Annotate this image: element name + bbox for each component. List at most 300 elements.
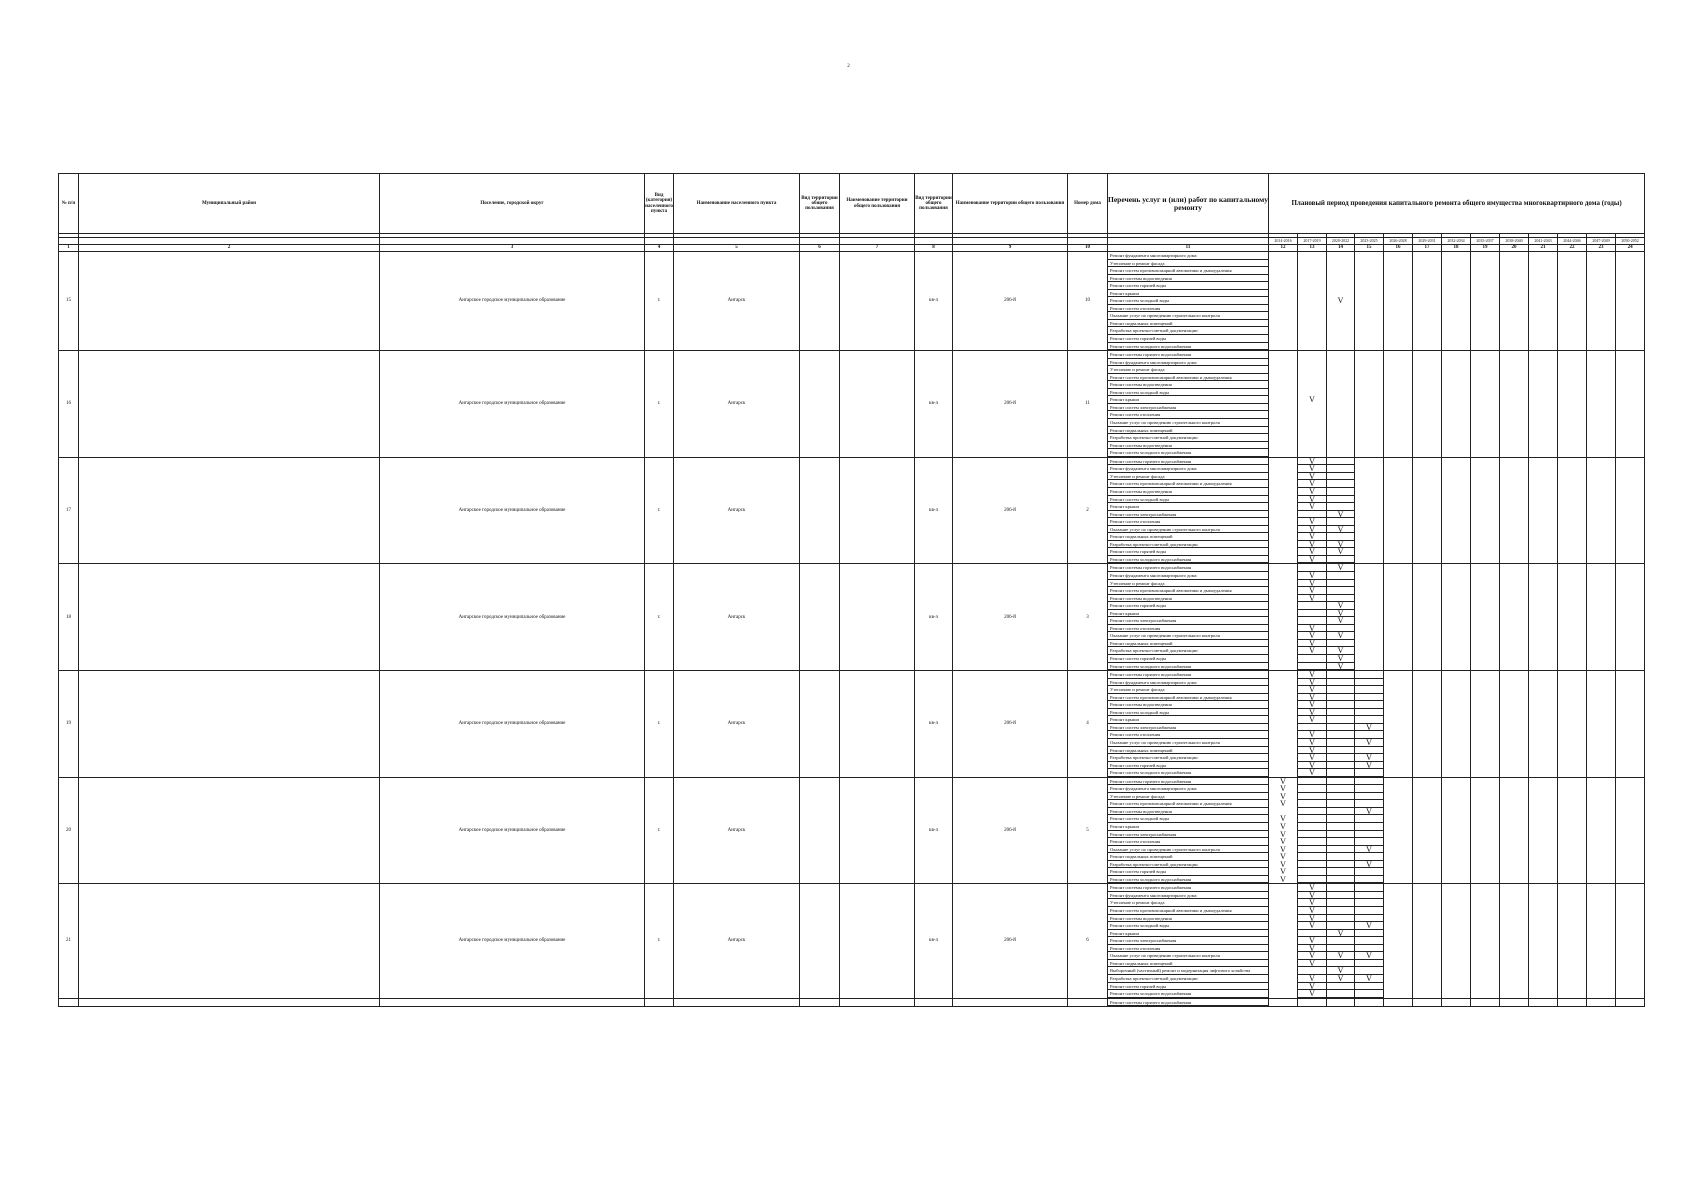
header-locality-name: Наименование населенного пункта (674, 174, 800, 234)
period-cell (1355, 777, 1384, 884)
work-item: Ремонт систем холодной воды (1108, 297, 1268, 305)
year-cell: 2029-2031 (1413, 238, 1442, 245)
period-mark: V (1280, 867, 1286, 877)
period-mark: V (1327, 930, 1354, 938)
record-street-name: 206-й (953, 351, 1068, 458)
work-item: Ремонт системы горячего водоснабжения (1108, 564, 1268, 572)
period-mark: V (1327, 632, 1354, 640)
period-mark: V (1298, 694, 1326, 702)
period-mark: V (1327, 647, 1354, 655)
period-cell (1269, 777, 1298, 884)
period-mark: V (1298, 580, 1326, 588)
record-territory-type (800, 564, 840, 671)
period-cell (1529, 884, 1558, 998)
period-cell (1471, 884, 1500, 998)
period-cell (1616, 252, 1645, 351)
period-mark: V (1355, 808, 1383, 816)
record-district (79, 777, 380, 884)
work-item: Ремонт систем горячей воды (1108, 983, 1268, 991)
work-item: Ремонт систем противопожарной автоматики и дымоудаления (1108, 480, 1268, 488)
period-mark: V (1298, 747, 1326, 755)
period-cell (1269, 564, 1298, 671)
work-item: Разработка проектно-сметной документации (1108, 647, 1268, 655)
work-item: Ремонт подвальных помещений (1108, 320, 1268, 328)
period-mark: V (1298, 739, 1326, 747)
year-cell: 2014-2016 (1269, 238, 1298, 245)
record-street-type: кв-л (915, 457, 953, 564)
period-cell (1413, 884, 1442, 998)
period-cell (1616, 777, 1645, 884)
record-territory-name (840, 884, 915, 998)
column-number: 16 (1384, 245, 1413, 252)
record-locality-name: Ангарск (674, 777, 800, 884)
work-item: Утепление и ремонт фасада (1108, 686, 1268, 694)
work-item: Оказание услуг по проведению строительного контроля (1108, 739, 1268, 747)
works-list (1108, 671, 1269, 778)
record-street-type: кв-л (915, 884, 953, 998)
period-cell (1355, 564, 1384, 671)
period-cell (1500, 252, 1529, 351)
period-cell (1471, 252, 1500, 351)
work-item: Ремонт системы горячего водоснабжения (1108, 999, 1268, 1007)
work-item: Ремонт фундамента многоквартирного дома (1108, 572, 1268, 580)
record-territory-name (840, 671, 915, 778)
record-territory-name (840, 457, 915, 564)
period-mark: V (1298, 716, 1326, 724)
work-item: Ремонт систем противопожарной автоматики и дымоудаления (1108, 374, 1268, 382)
record-house: 2 (1068, 457, 1108, 564)
column-number: 13 (1298, 245, 1327, 252)
work-item: Ремонт системы горячего водоснабжения (1108, 884, 1268, 892)
period-mark: V (1298, 679, 1326, 687)
work-item: Ремонт системы водоотведения (1108, 915, 1268, 923)
header-territory-type: Вид территории общего пользования (800, 174, 840, 234)
record-row (59, 777, 1645, 884)
period-mark: V (1298, 952, 1326, 960)
column-number: 22 (1558, 245, 1587, 252)
period-cell (1413, 252, 1442, 351)
period-mark: V (1327, 511, 1354, 519)
period-mark: V (1280, 784, 1286, 794)
period-cell (1616, 351, 1645, 458)
record-house: 11 (1068, 351, 1108, 458)
record-territory-name (840, 351, 915, 458)
period-mark: V (1280, 829, 1286, 839)
work-item: Ремонт систем горячей воды (1108, 762, 1268, 770)
work-item: Разработка проектно-сметной документации (1108, 541, 1268, 549)
work-item: Ремонт систем отопления (1108, 518, 1268, 526)
period-mark: V (1327, 541, 1354, 549)
period-mark: V (1298, 533, 1326, 541)
period-cell (1298, 252, 1327, 351)
period-cell (1384, 457, 1413, 564)
record-district (79, 252, 380, 351)
period-mark: V (1298, 686, 1326, 694)
record-no: 15 (59, 252, 79, 351)
column-number: 12 (1269, 245, 1298, 252)
period-mark: V (1327, 655, 1354, 663)
column-number: 5 (674, 245, 800, 252)
year-cell: 2038-2040 (1500, 238, 1529, 245)
year-cell: 2041-2043 (1529, 238, 1558, 245)
column-number: 19 (1471, 245, 1500, 252)
works-list (1108, 351, 1269, 458)
period-cell (1384, 884, 1413, 998)
period-cell (1587, 351, 1616, 458)
work-item: Ремонт крыши (1108, 930, 1268, 938)
period-mark: V (1298, 701, 1326, 709)
period-cell (1298, 777, 1327, 884)
period-mark: V (1298, 671, 1326, 679)
record-district (79, 351, 380, 458)
period-cell (1269, 671, 1298, 778)
period-mark: V (1298, 975, 1326, 983)
work-item: Оказание услуг по проведению строительного контроля (1108, 312, 1268, 320)
period-cell (1587, 671, 1616, 778)
work-item: Ремонт фундамента многоквартирного дома (1108, 679, 1268, 687)
column-number: 2 (79, 245, 380, 252)
works-list (1108, 457, 1269, 564)
period-cell (1616, 671, 1645, 778)
period-cell (1471, 777, 1500, 884)
period-cell (1442, 884, 1471, 998)
record-district (79, 671, 380, 778)
period-mark: V (1298, 945, 1326, 953)
work-item: Ремонт систем электроснабжения (1108, 617, 1268, 625)
period-cell (1442, 457, 1471, 564)
record-row (59, 884, 1645, 998)
work-item: Разработка проектно-сметной документации (1108, 327, 1268, 335)
period-mark: V (1298, 892, 1326, 900)
column-number: 14 (1327, 245, 1355, 252)
period-mark: V (1298, 518, 1326, 526)
work-item: Оказание услуг по проведению строительного контроля (1108, 419, 1268, 427)
record-street-type: кв-л (915, 252, 953, 351)
period-mark: V (1327, 564, 1354, 572)
period-mark: V (1298, 526, 1326, 534)
work-item: Ремонт систем горячей воды (1108, 548, 1268, 556)
work-item: Ремонт подвальных помещений (1108, 960, 1268, 968)
record-territory-type (800, 457, 840, 564)
work-item: Ремонт подвальных помещений (1108, 853, 1268, 861)
period-cell (1616, 884, 1645, 998)
work-item: Ремонт подвальных помещений (1108, 747, 1268, 755)
work-item: Ремонт систем противопожарной автоматики и дымоудаления (1108, 267, 1268, 275)
repair-schedule-grid (58, 173, 1645, 1007)
period-cell (1471, 457, 1500, 564)
column-number: 8 (915, 245, 953, 252)
record-locality-name: Ангарск (674, 564, 800, 671)
period-mark: V (1298, 915, 1326, 923)
period-mark: V (1327, 602, 1354, 610)
header-district: Муниципальный район (79, 174, 380, 234)
period-cell (1269, 884, 1298, 998)
record-settlement: Ангарское городское муниципальное образование (380, 777, 645, 884)
year-cell: 2044-2046 (1558, 238, 1587, 245)
period-cell (1558, 777, 1587, 884)
period-cell (1529, 252, 1558, 351)
work-item: Ремонт подвальных помещений (1108, 427, 1268, 435)
work-item: Ремонт подвальных помещений (1108, 640, 1268, 648)
period-mark: V (1298, 488, 1326, 496)
period-mark: V (1327, 617, 1354, 625)
work-item: Ремонт системы водоотведения (1108, 275, 1268, 283)
record-street-name: 206-й (953, 457, 1068, 564)
record-locality-name: Ангарск (674, 671, 800, 778)
work-item: Утепление и ремонт фасада (1108, 366, 1268, 374)
year-cell: 2032-2034 (1442, 238, 1471, 245)
work-item: Ремонт систем холодной воды (1108, 815, 1268, 823)
record-territory-name (840, 564, 915, 671)
period-mark: V (1298, 640, 1326, 648)
record-house: 6 (1068, 884, 1108, 998)
work-item: Ремонт фундамента многоквартирного дома (1108, 785, 1268, 793)
work-item: Разработка проектно-сметной документации (1108, 754, 1268, 762)
period-mark: V (1298, 983, 1326, 991)
period-mark: V (1298, 762, 1326, 770)
header-street-name: Наименование территории общего пользования (953, 174, 1068, 234)
record-no: 21 (59, 884, 79, 998)
record-settlement: Ангарское городское муниципальное образование (380, 252, 645, 351)
work-item: Ремонт фундамента многоквартирного дома (1108, 892, 1268, 900)
period-mark: V (1280, 791, 1286, 801)
column-number: 21 (1529, 245, 1558, 252)
period-mark: V (1298, 541, 1326, 549)
year-cell: 2023-2025 (1355, 238, 1384, 245)
work-item: Ремонт систем отопления (1108, 731, 1268, 739)
record-settlement: Ангарское городское муниципальное образование (380, 351, 645, 458)
year-cell: 2047-2049 (1587, 238, 1616, 245)
capital-repair-table (58, 173, 1645, 1007)
work-item: Ремонт крыши (1108, 290, 1268, 298)
record-street-name: 206-й (953, 564, 1068, 671)
work-item: Ремонт систем электроснабжения (1108, 404, 1268, 412)
period-mark: V (1355, 861, 1383, 869)
work-item: Ремонт системы горячего водоснабжения (1108, 671, 1268, 679)
work-item: Ремонт систем холодной воды (1108, 709, 1268, 717)
record-locality-type: г. (645, 884, 674, 998)
period-mark: V (1355, 724, 1383, 732)
record-locality-type: г. (645, 564, 674, 671)
period-cell (1298, 457, 1327, 564)
work-item: Ремонт системы водоотведения (1108, 488, 1268, 496)
period-cell (1587, 252, 1616, 351)
work-item: Ремонт систем отопления (1108, 625, 1268, 633)
record-house: 4 (1068, 671, 1108, 778)
period-mark: V (1355, 975, 1383, 983)
column-number: 7 (840, 245, 915, 252)
work-item: Утепление и ремонт фасада (1108, 899, 1268, 907)
period-cell (1587, 777, 1616, 884)
record-no: 17 (59, 457, 79, 564)
work-item: Ремонт систем отопления (1108, 838, 1268, 846)
record-territory-type (800, 884, 840, 998)
work-item: Разработка проектно-сметной документации (1108, 975, 1268, 983)
year-cell: 2035-2037 (1471, 238, 1500, 245)
period-cell (1500, 351, 1529, 458)
period-cell (1413, 777, 1442, 884)
record-territory-type (800, 351, 840, 458)
column-number: 1 (59, 245, 79, 252)
period-mark: V (1327, 967, 1354, 975)
works-list (1108, 564, 1269, 671)
period-mark: V (1298, 754, 1326, 762)
period-mark: V (1355, 739, 1383, 747)
period-mark: V (1298, 884, 1326, 892)
record-house: 3 (1068, 564, 1108, 671)
period-cell (1558, 884, 1587, 998)
period-mark: V (1298, 937, 1326, 945)
work-item: Ремонт систем отопления (1108, 305, 1268, 313)
period-mark: V (1355, 754, 1383, 762)
period-mark: V (1298, 907, 1326, 915)
record-territory-type (800, 671, 840, 778)
record-territory-name (840, 252, 915, 351)
period-cell (1413, 351, 1442, 458)
work-item: Ремонт крыши (1108, 716, 1268, 724)
works-list (1108, 252, 1269, 351)
work-item: Ремонт системы водоотведения (1108, 595, 1268, 603)
period-cell (1471, 564, 1500, 671)
header-no: № п/п (59, 174, 79, 234)
work-item: Ремонт системы водоотведения (1108, 381, 1268, 389)
record-no: 20 (59, 777, 79, 884)
work-item: Ремонт системы водоотведения (1108, 808, 1268, 816)
period-cell (1298, 671, 1327, 778)
work-item: Утепление и ремонт фасада (1108, 473, 1268, 481)
work-item: Ремонт систем горячей воды (1108, 602, 1268, 610)
work-item: Ремонт систем холодной воды (1108, 496, 1268, 504)
period-mark: V (1298, 548, 1326, 556)
period-mark: V (1280, 777, 1286, 786)
period-cell (1413, 671, 1442, 778)
work-item: Ремонт фундамента многоквартирного дома (1108, 465, 1268, 473)
period-mark: V (1298, 572, 1326, 580)
period-cell (1616, 564, 1645, 671)
period-cell (1355, 252, 1384, 351)
period-cell (1413, 564, 1442, 671)
work-item: Утепление и ремонт фасада (1108, 260, 1268, 268)
period-mark: V (1298, 465, 1326, 473)
period-mark: V (1327, 663, 1354, 671)
period-mark: V (1298, 595, 1326, 603)
record-street-type: кв-л (915, 351, 953, 458)
record-territory-name (840, 777, 915, 884)
period-mark: V (1280, 874, 1286, 884)
trailing-row (59, 998, 1645, 1007)
record-row (59, 457, 1645, 564)
record-street-name: 206-й (953, 671, 1068, 778)
period-cell (1384, 564, 1413, 671)
work-item: Разработка проектно-сметной документации (1108, 434, 1268, 442)
period-mark: V (1298, 556, 1326, 564)
year-cell: 2017-2019 (1298, 238, 1327, 245)
period-cell (1269, 457, 1298, 564)
work-item: Ремонт крыши (1108, 503, 1268, 511)
record-settlement: Ангарское городское муниципальное образование (380, 457, 645, 564)
period-cell (1327, 351, 1355, 458)
record-locality-type: г. (645, 777, 674, 884)
record-no: 19 (59, 671, 79, 778)
period-cell (1442, 777, 1471, 884)
period-cell (1558, 457, 1587, 564)
period-mark: V (1298, 503, 1326, 511)
work-item: Ремонт систем холодного водоснабжения (1108, 876, 1268, 884)
header-settlement: Поселение, городской округ (380, 174, 645, 234)
period-mark: V (1298, 990, 1326, 998)
work-item: Ремонт систем горячей воды (1108, 282, 1268, 290)
period-cell (1558, 252, 1587, 351)
work-item: Ремонт систем электроснабжения (1108, 831, 1268, 839)
period-mark: V (1280, 852, 1286, 862)
work-item: Ремонт систем горячей воды (1108, 335, 1268, 343)
record-locality-type: г. (645, 671, 674, 778)
column-number: 20 (1500, 245, 1529, 252)
period-cell (1529, 457, 1558, 564)
work-item: Ремонт систем холодного водоснабжения (1108, 343, 1268, 351)
period-mark: V (1298, 632, 1326, 640)
period-cell (1384, 252, 1413, 351)
column-number: 23 (1587, 245, 1616, 252)
column-number: 4 (645, 245, 674, 252)
work-item: Ремонт системы водоотведения (1108, 701, 1268, 709)
work-item: Ремонт системы водоотведения (1108, 442, 1268, 450)
record-locality-name: Ангарск (674, 252, 800, 351)
period-mark: V (1298, 922, 1326, 930)
record-house: 10 (1068, 252, 1108, 351)
period-cell (1471, 671, 1500, 778)
record-street-name: 206-й (953, 252, 1068, 351)
work-item: Ремонт систем противопожарной автоматики и дымоудаления (1108, 694, 1268, 702)
period-cell (1558, 671, 1587, 778)
period-mark: V (1298, 731, 1326, 739)
period-cell (1500, 777, 1529, 884)
header-house: Номер дома (1068, 174, 1108, 234)
year-cell: 2026-2028 (1384, 238, 1413, 245)
header-locality-type: Вид (категория) населенного пункта (645, 174, 674, 234)
period-cell (1269, 351, 1298, 458)
column-number: 10 (1068, 245, 1108, 252)
period-mark: V (1298, 473, 1326, 481)
period-cell (1298, 884, 1327, 998)
header-territory-name: Наименование территории общего пользования (840, 174, 915, 234)
period-mark: V (1309, 395, 1315, 405)
period-cell (1442, 564, 1471, 671)
page-number: 2 (847, 64, 850, 69)
work-item: Ремонт систем холодного водоснабжения (1108, 449, 1268, 457)
work-item: Ремонт системы горячего водоснабжения (1108, 778, 1268, 786)
column-number: 17 (1413, 245, 1442, 252)
record-street-name: 206-й (953, 884, 1068, 998)
period-cell (1500, 457, 1529, 564)
work-item: Ремонт систем холодной воды (1108, 922, 1268, 930)
column-number: 24 (1616, 245, 1645, 252)
period-cell (1384, 351, 1413, 458)
work-item: Ремонт систем холодного водоснабжения (1108, 556, 1268, 564)
period-mark: V (1298, 647, 1326, 655)
work-item: Ремонт систем отопления (1108, 411, 1268, 419)
period-cell (1298, 564, 1327, 671)
period-cell (1327, 457, 1355, 564)
record-settlement: Ангарское городское муниципальное образование (380, 564, 645, 671)
work-item: Ремонт систем электроснабжения (1108, 724, 1268, 732)
period-mark: V (1280, 799, 1286, 809)
work-item: Оказание услуг по проведению строительного контроля (1108, 846, 1268, 854)
record-locality-type: г. (645, 252, 674, 351)
period-cell (1558, 564, 1587, 671)
work-item: Утепление и ремонт фасада (1108, 793, 1268, 801)
period-cell (1442, 351, 1471, 458)
